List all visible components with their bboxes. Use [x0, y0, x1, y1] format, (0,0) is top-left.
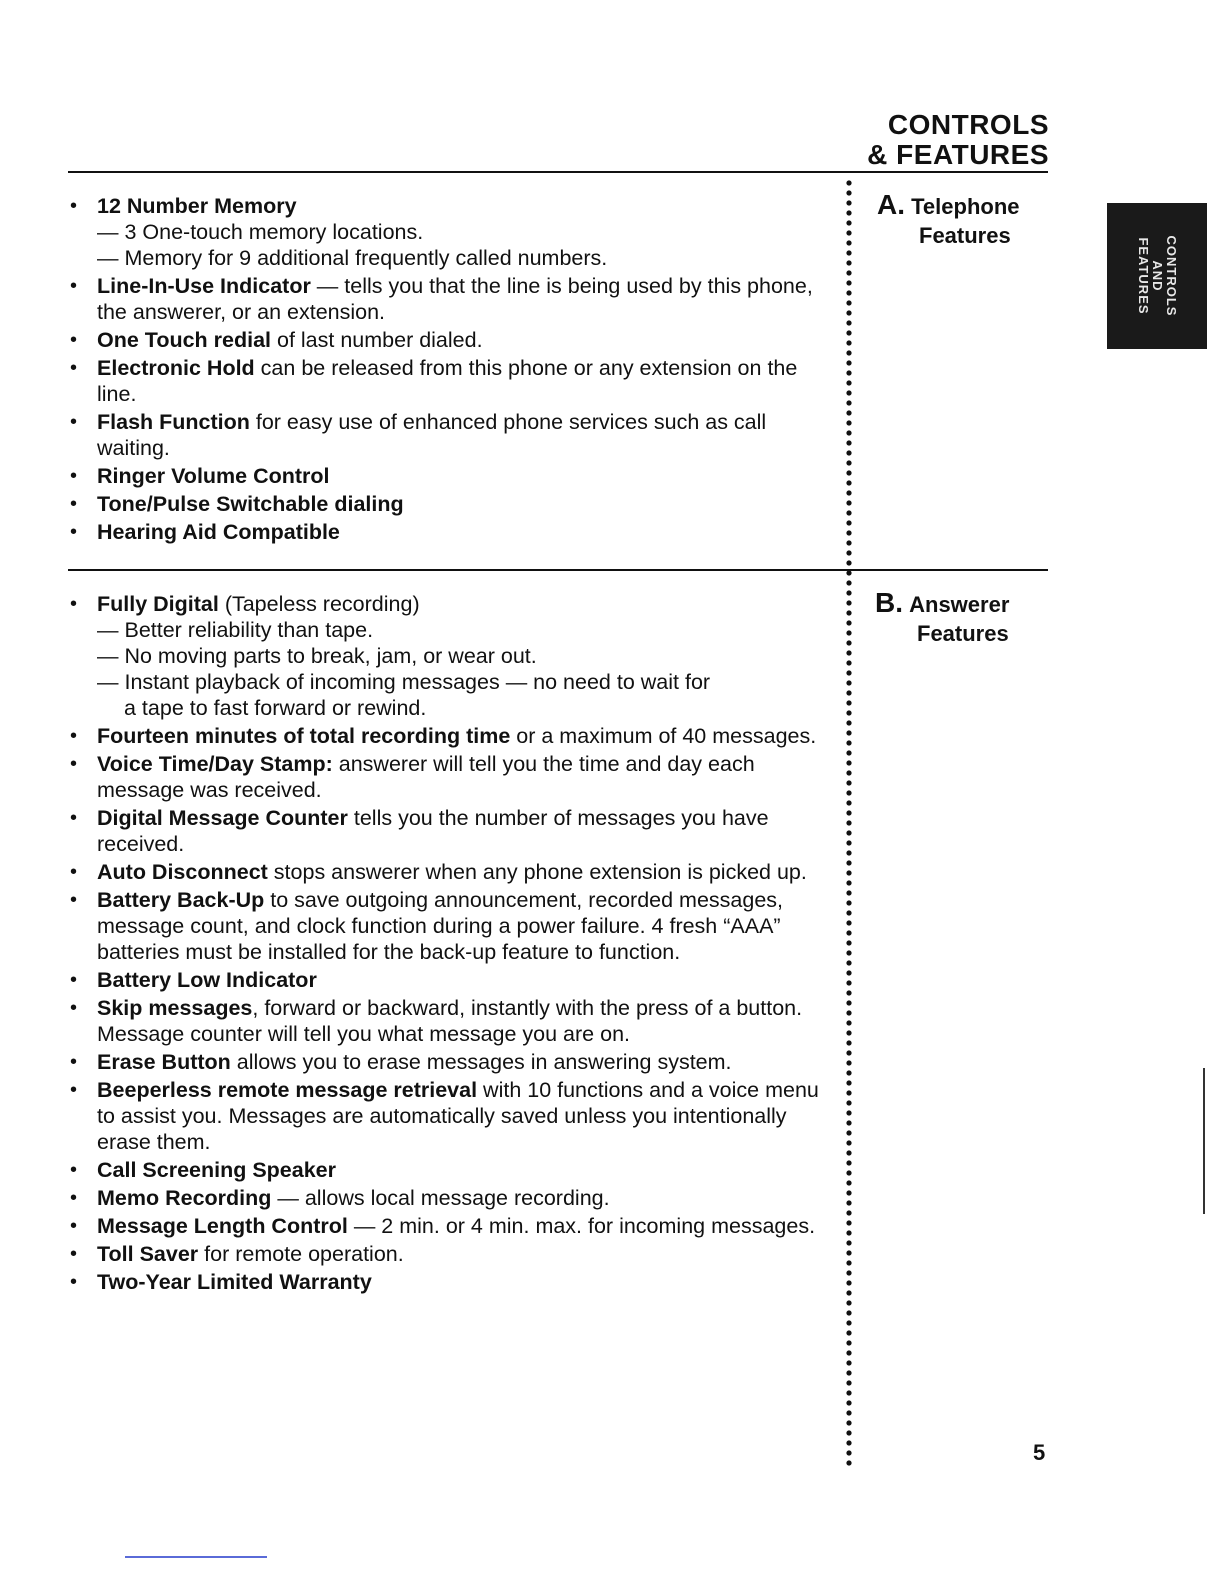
- feature-description: (Tapeless recording): [218, 592, 420, 616]
- feature-item: [68, 355, 828, 407]
- feature-description: or a maximum of 40 messages.: [510, 724, 817, 748]
- feature-name: Erase Button: [97, 1050, 231, 1074]
- feature-name: Memo Recording: [97, 1186, 272, 1210]
- feature-name: Hearing Aid Compatible: [97, 520, 340, 544]
- feature-item: [68, 1213, 828, 1239]
- section-a-title-2: Features: [919, 223, 1011, 248]
- feature-item: [68, 805, 828, 857]
- feature-name: Line-In-Use Indicator: [97, 274, 311, 298]
- feature-description: — allows local message recording.: [271, 1186, 610, 1210]
- feature-name: Fully Digital: [97, 592, 219, 616]
- feature-item: [68, 327, 828, 353]
- page-number: 5: [1033, 1440, 1046, 1465]
- feature-name: 12 Number Memory: [97, 194, 297, 218]
- feature-item: [68, 409, 828, 461]
- feature-name: Fourteen minutes of total recording time: [97, 724, 511, 748]
- feature-subpoint: — 3 One-touch memory locations.: [97, 220, 424, 244]
- middle-rule: [68, 569, 1048, 571]
- feature-description: — tells you that the line is being used by this phone, the answerer, or an extension.: [97, 274, 813, 324]
- feature-item: [68, 273, 828, 325]
- feature-name: Voice Time/Day Stamp:: [97, 752, 333, 776]
- feature-name: Tone/Pulse Switchable dialing: [97, 492, 404, 516]
- bottom-mark: [125, 1556, 267, 1558]
- feature-name: Battery Low Indicator: [97, 968, 317, 992]
- feature-item: [68, 1049, 828, 1075]
- feature-item: [68, 859, 828, 885]
- feature-subpoint: — Instant playback of incoming messages — no need to wait for a tape to fast forward or rewind.: [97, 670, 711, 720]
- feature-name: Electronic Hold: [97, 356, 255, 380]
- feature-description: answerer will tell you the time and day each message was received.: [97, 752, 755, 802]
- feature-item: [68, 1241, 828, 1267]
- feature-description: to save outgoing announcement, recorded messages, message count, and clock function during a power failure. 4 fresh “AAA” batteries must be installed for the back-up feature to function.: [97, 888, 784, 964]
- feature-description: can be released from this phone or any extension on the line.: [97, 356, 798, 406]
- feature-item: [68, 995, 828, 1047]
- feature-item: [68, 1269, 828, 1295]
- page-header: [867, 110, 1049, 170]
- feature-item: [68, 519, 828, 545]
- feature-name: Beeperless remote message retrieval: [97, 1078, 478, 1102]
- feature-name: Auto Disconnect: [97, 860, 268, 884]
- feature-name: Toll Saver: [97, 1242, 199, 1266]
- feature-name: Battery Back-Up: [97, 888, 265, 912]
- feature-description: , forward or backward, instantly with the press of a button. Message counter will tell you what message you are on.: [97, 996, 803, 1046]
- section-b-title-1: Answerer: [909, 592, 1010, 617]
- feature-name: Flash Function: [97, 410, 250, 434]
- feature-description: — 2 min. or 4 min. max. for incoming messages.: [347, 1214, 816, 1238]
- feature-description: with 10 functions and a voice menu to assist you. Messages are automatically saved unless you intentionally erase them.: [97, 1078, 819, 1154]
- feature-subpoint: — Memory for 9 additional frequently called numbers.: [97, 246, 608, 270]
- feature-item: [68, 723, 828, 749]
- feature-description: allows you to erase messages in answering system.: [230, 1050, 732, 1074]
- dotted-separator: [844, 178, 854, 1468]
- feature-item: [68, 591, 828, 721]
- feature-description: of last number dialed.: [271, 328, 483, 352]
- feature-name: Skip messages: [97, 996, 253, 1020]
- section-a-title-1: Telephone: [911, 194, 1020, 219]
- feature-name: Digital Message Counter: [97, 806, 348, 830]
- margin-mark: [1203, 1068, 1205, 1214]
- feature-description: stops answerer when any phone extension is picked up.: [267, 860, 807, 884]
- feature-description: tells you the number of messages you have received.: [97, 806, 769, 856]
- feature-item: [68, 463, 828, 489]
- feature-item: [68, 967, 828, 993]
- section-b-title-2: Features: [917, 621, 1009, 646]
- answerer-features-list: [68, 591, 828, 1297]
- feature-subpoint: — Better reliability than tape.: [97, 618, 374, 642]
- feature-subpoint: — No moving parts to break, jam, or wear out.: [97, 644, 537, 668]
- section-a-heading: [877, 190, 1020, 250]
- feature-item: [68, 751, 828, 803]
- header-line-2: & FEATURES: [867, 139, 1049, 170]
- section-tab: [1107, 203, 1207, 349]
- telephone-features-list: [68, 193, 828, 547]
- feature-item: [68, 1185, 828, 1211]
- section-b-heading: [875, 588, 1009, 648]
- feature-item: [68, 1077, 828, 1155]
- section-tab-label: CONTROLS AND FEATURES: [1136, 235, 1179, 317]
- feature-item: [68, 491, 828, 517]
- feature-name: Call Screening Speaker: [97, 1158, 336, 1182]
- feature-description: for easy use of enhanced phone services such as call waiting.: [97, 410, 767, 460]
- feature-item: [68, 887, 828, 965]
- feature-name: Ringer Volume Control: [97, 464, 330, 488]
- section-b-letter: B.: [875, 587, 903, 618]
- section-a-letter: A.: [877, 189, 905, 220]
- feature-item: [68, 193, 828, 271]
- feature-item: [68, 1157, 828, 1183]
- top-rule: [68, 171, 1048, 173]
- feature-name: Two-Year Limited Warranty: [97, 1270, 372, 1294]
- feature-description: for remote operation.: [198, 1242, 404, 1266]
- header-line-1: CONTROLS: [887, 109, 1049, 140]
- feature-name: One Touch redial: [97, 328, 272, 352]
- feature-name: Message Length Control: [97, 1214, 348, 1238]
